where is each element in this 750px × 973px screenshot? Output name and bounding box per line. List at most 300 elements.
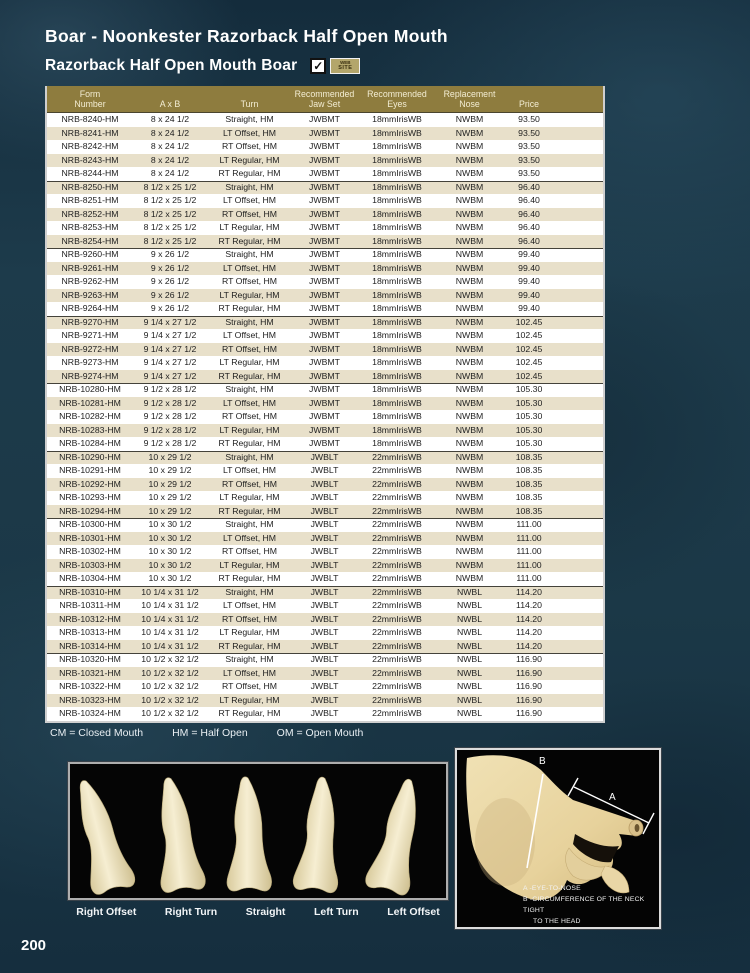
table-cell: RT Regular, HM (207, 370, 292, 384)
table-cell: NWBM (437, 356, 502, 370)
table-cell: 114.20 (502, 640, 556, 654)
table-row (47, 302, 603, 316)
table-cell: NRB-10310-HM (47, 586, 133, 600)
table-cell: NRB-9273-HM (47, 356, 133, 370)
table-spacer-cell (556, 154, 603, 168)
table-cell: LT Offset, HM (207, 599, 292, 613)
table-spacer-cell (556, 289, 603, 303)
table-cell: NWBM (437, 113, 502, 127)
table-cell: JWBMT (292, 289, 357, 303)
table-cell: NRB-10284-HM (47, 437, 133, 451)
table-spacer-cell (556, 194, 603, 208)
table-cell: 22mmIrisWB (357, 586, 437, 600)
table-cell: 8 x 24 1/2 (133, 167, 207, 181)
table-cell: 102.45 (502, 316, 556, 330)
table-cell: NRB-10312-HM (47, 613, 133, 627)
table-spacer-cell (556, 316, 603, 330)
table-cell: 10 1/2 x 32 1/2 (133, 667, 207, 681)
table-spacer-cell (556, 410, 603, 424)
table-row (47, 559, 603, 573)
table-cell: 111.00 (502, 572, 556, 586)
table-cell: Straight, HM (207, 113, 292, 127)
table-cell: 111.00 (502, 518, 556, 532)
table-row (47, 478, 603, 492)
table-cell: JWBMT (292, 154, 357, 168)
table-spacer-cell (556, 451, 603, 465)
table-row (47, 343, 603, 357)
table-cell: LT Offset, HM (207, 397, 292, 411)
section-header (45, 57, 360, 75)
table-cell: 9 1/2 x 28 1/2 (133, 424, 207, 438)
table-spacer-cell (556, 329, 603, 343)
table-cell: JWBMT (292, 275, 357, 289)
table-cell: 8 x 24 1/2 (133, 113, 207, 127)
table-cell: NRB-8251-HM (47, 194, 133, 208)
table-cell: LT Regular, HM (207, 491, 292, 505)
table-cell: 10 1/2 x 32 1/2 (133, 680, 207, 694)
table-row (47, 586, 603, 600)
table-cell: NWBL (437, 640, 502, 654)
table-cell: 105.30 (502, 410, 556, 424)
table-cell: JWBMT (292, 383, 357, 397)
table-spacer-cell (556, 640, 603, 654)
table-cell: JWBMT (292, 370, 357, 384)
table-cell: NWBL (437, 599, 502, 613)
table-cell: NWBM (437, 410, 502, 424)
table-cell: 10 x 29 1/2 (133, 505, 207, 519)
table-cell: NWBM (437, 316, 502, 330)
table-cell: RT Regular, HM (207, 235, 292, 249)
table-cell: NRB-9262-HM (47, 275, 133, 289)
table-row (47, 113, 603, 127)
table-cell: LT Offset, HM (207, 329, 292, 343)
table-cell: NRB-10280-HM (47, 383, 133, 397)
table-spacer-cell (556, 370, 603, 384)
table-cell: JWBMT (292, 329, 357, 343)
boar-nostril-hole (635, 824, 640, 832)
table-spacer-cell (556, 356, 603, 370)
column-header: Form Number (47, 86, 133, 113)
table-cell: 18mmIrisWB (357, 248, 437, 262)
table-cell: 93.50 (502, 154, 556, 168)
table-cell: 116.90 (502, 707, 556, 721)
table-cell: 102.45 (502, 356, 556, 370)
table-cell: 10 x 30 1/2 (133, 545, 207, 559)
measurement-diagram (455, 748, 661, 929)
table-cell: JWBLT (292, 518, 357, 532)
table-cell: 18mmIrisWB (357, 397, 437, 411)
table-row (47, 410, 603, 424)
table-cell: 18mmIrisWB (357, 437, 437, 451)
table-spacer-cell (556, 572, 603, 586)
table-cell: 114.20 (502, 586, 556, 600)
table-cell: 99.40 (502, 289, 556, 303)
table-row (47, 437, 603, 451)
table-cell: 18mmIrisWB (357, 329, 437, 343)
table-cell: 18mmIrisWB (357, 316, 437, 330)
table-cell: Straight, HM (207, 383, 292, 397)
caption-right-offset: Right Offset (76, 906, 137, 918)
table-spacer-cell (556, 694, 603, 708)
table-cell: 22mmIrisWB (357, 559, 437, 573)
table-cell: 99.40 (502, 275, 556, 289)
table-cell: RT Offset, HM (207, 208, 292, 222)
table-cell: NWBL (437, 680, 502, 694)
table-row (47, 208, 603, 222)
table-spacer-cell (556, 626, 603, 640)
table-cell: 116.90 (502, 694, 556, 708)
table-cell: LT Regular, HM (207, 154, 292, 168)
boar-form-left-offset (364, 775, 435, 897)
table-row (47, 532, 603, 546)
table-row (47, 262, 603, 276)
table-cell: 18mmIrisWB (357, 140, 437, 154)
table-cell: 10 x 30 1/2 (133, 532, 207, 546)
table-cell: NWBM (437, 127, 502, 141)
table-cell: 9 1/2 x 28 1/2 (133, 397, 207, 411)
table-cell: Straight, HM (207, 451, 292, 465)
table-cell: NRB-8241-HM (47, 127, 133, 141)
table-cell: 96.40 (502, 208, 556, 222)
table-spacer-cell (556, 221, 603, 235)
table-cell: NWBL (437, 667, 502, 681)
table-row (47, 707, 603, 721)
table-row (47, 653, 603, 667)
table-cell: 10 1/4 x 31 1/2 (133, 586, 207, 600)
table-cell: 18mmIrisWB (357, 262, 437, 276)
table-row (47, 518, 603, 532)
table-row (47, 140, 603, 154)
table-cell: 8 x 24 1/2 (133, 127, 207, 141)
table-cell: 10 1/4 x 31 1/2 (133, 613, 207, 627)
table-spacer-cell (556, 113, 603, 127)
table-cell: 18mmIrisWB (357, 167, 437, 181)
boar-forms-illustration (70, 764, 446, 898)
table-cell: NWBL (437, 626, 502, 640)
table-row (47, 370, 603, 384)
table-spacer-cell (556, 613, 603, 627)
table-cell: 102.45 (502, 343, 556, 357)
table-cell: NRB-8250-HM (47, 181, 133, 195)
table-cell: 116.90 (502, 667, 556, 681)
legend-item-cm: CM = Closed Mouth (50, 727, 144, 739)
table-cell: NWBM (437, 505, 502, 519)
table-cell: NRB-8252-HM (47, 208, 133, 222)
table-cell: 8 1/2 x 25 1/2 (133, 235, 207, 249)
column-header: A x B (133, 86, 207, 113)
badge-bottom-label: SITE (338, 64, 353, 71)
table-cell: NWBM (437, 424, 502, 438)
column-header: Replacement Nose (437, 86, 502, 113)
table-cell: NWBM (437, 383, 502, 397)
table-cell: JWBLT (292, 680, 357, 694)
table-cell: JWBMT (292, 127, 357, 141)
table-cell: 8 1/2 x 25 1/2 (133, 181, 207, 195)
table-cell: JWBMT (292, 356, 357, 370)
table-spacer-cell (556, 248, 603, 262)
table-row (47, 275, 603, 289)
table-row (47, 235, 603, 249)
table-cell: 22mmIrisWB (357, 626, 437, 640)
table-cell: JWBLT (292, 451, 357, 465)
table-cell: JWBMT (292, 208, 357, 222)
table-cell: 22mmIrisWB (357, 451, 437, 465)
table-spacer-cell (556, 505, 603, 519)
table-cell: JWBLT (292, 491, 357, 505)
table-cell: NRB-10304-HM (47, 572, 133, 586)
column-header: Recommended Jaw Set (292, 86, 357, 113)
caption-straight: Straight (245, 906, 286, 918)
boar-form-right-turn (150, 775, 206, 893)
table-cell: 105.30 (502, 383, 556, 397)
table-row (47, 221, 603, 235)
table-row (47, 316, 603, 330)
measure-a-tick-eye (568, 778, 578, 796)
table-cell: LT Regular, HM (207, 559, 292, 573)
table-row (47, 424, 603, 438)
table-cell: 18mmIrisWB (357, 424, 437, 438)
table-cell: LT Regular, HM (207, 289, 292, 303)
table-cell: NWBM (437, 572, 502, 586)
table-cell: NWBM (437, 140, 502, 154)
table-spacer-cell (556, 559, 603, 573)
table-row (47, 694, 603, 708)
table-cell: NWBM (437, 167, 502, 181)
table-spacer-cell (556, 167, 603, 181)
table-cell: 8 1/2 x 25 1/2 (133, 208, 207, 222)
table-cell: 111.00 (502, 559, 556, 573)
legend-item-om: OM = Open Mouth (276, 727, 364, 739)
table-cell: NWBM (437, 289, 502, 303)
table-cell: NRB-10313-HM (47, 626, 133, 640)
table-cell: JWBMT (292, 302, 357, 316)
table-cell: 18mmIrisWB (357, 154, 437, 168)
table-cell: RT Offset, HM (207, 410, 292, 424)
table-cell: 10 x 30 1/2 (133, 572, 207, 586)
table-spacer-cell (556, 383, 603, 397)
table-row (47, 248, 603, 262)
table-cell: JWBMT (292, 181, 357, 195)
table-cell: JWBLT (292, 626, 357, 640)
table-spacer-cell (556, 653, 603, 667)
table-cell: JWBMT (292, 397, 357, 411)
caption-left-turn: Left Turn (313, 906, 359, 918)
table-cell: 108.35 (502, 505, 556, 519)
table-cell: 99.40 (502, 248, 556, 262)
table-cell: RT Offset, HM (207, 680, 292, 694)
table-spacer-cell (556, 464, 603, 478)
table-cell: LT Regular, HM (207, 221, 292, 235)
table-row (47, 667, 603, 681)
table-cell: 9 x 26 1/2 (133, 275, 207, 289)
table-spacer-cell (556, 491, 603, 505)
table-cell: NRB-10301-HM (47, 532, 133, 546)
table-cell: NWBM (437, 478, 502, 492)
table-cell: 22mmIrisWB (357, 694, 437, 708)
column-header: Turn (207, 86, 292, 113)
table-cell: NRB-10324-HM (47, 707, 133, 721)
table-cell: 111.00 (502, 532, 556, 546)
table-cell: 93.50 (502, 167, 556, 181)
table-cell: NWBM (437, 343, 502, 357)
table-cell: LT Regular, HM (207, 356, 292, 370)
table-row (47, 194, 603, 208)
product-table-body (47, 113, 603, 721)
boar-form-right-offset (70, 774, 137, 896)
table-cell: 10 x 29 1/2 (133, 491, 207, 505)
table-cell: JWBMT (292, 343, 357, 357)
web-site-badge-icon (330, 58, 360, 74)
table-spacer-cell (556, 235, 603, 249)
product-table-wrapper (45, 86, 605, 723)
table-cell: 102.45 (502, 329, 556, 343)
table-cell: NWBL (437, 653, 502, 667)
table-cell: 114.20 (502, 626, 556, 640)
table-row (47, 613, 603, 627)
neck-shading (475, 798, 535, 886)
table-row (47, 545, 603, 559)
table-spacer-cell (556, 478, 603, 492)
table-cell: JWBMT (292, 437, 357, 451)
table-cell: NWBM (437, 518, 502, 532)
table-cell: NRB-9263-HM (47, 289, 133, 303)
table-cell: NRB-8240-HM (47, 113, 133, 127)
table-row (47, 154, 603, 168)
table-cell: JWBMT (292, 248, 357, 262)
table-cell: JWBMT (292, 235, 357, 249)
note-b: B -CIRCUMFERENCE OF THE NECK TIGHT (523, 896, 645, 914)
table-cell: NRB-10283-HM (47, 424, 133, 438)
table-cell: Straight, HM (207, 586, 292, 600)
table-cell: NWBM (437, 397, 502, 411)
table-cell: JWBLT (292, 545, 357, 559)
note-a: A -EYE-TO-NOSE (523, 885, 581, 892)
table-cell: 18mmIrisWB (357, 113, 437, 127)
table-cell: NRB-9274-HM (47, 370, 133, 384)
table-cell: JWBMT (292, 140, 357, 154)
table-cell: 10 1/2 x 32 1/2 (133, 694, 207, 708)
table-spacer-cell (556, 302, 603, 316)
table-cell: 105.30 (502, 397, 556, 411)
table-spacer-cell (556, 208, 603, 222)
table-cell: NRB-9260-HM (47, 248, 133, 262)
table-cell: RT Regular, HM (207, 707, 292, 721)
table-cell: NWBL (437, 613, 502, 627)
table-cell: NWBM (437, 437, 502, 451)
table-cell: NRB-10303-HM (47, 559, 133, 573)
table-cell: 22mmIrisWB (357, 599, 437, 613)
table-spacer-cell (556, 424, 603, 438)
table-row (47, 505, 603, 519)
table-cell: Straight, HM (207, 316, 292, 330)
table-cell: 18mmIrisWB (357, 208, 437, 222)
table-spacer-cell (556, 599, 603, 613)
table-cell: 8 x 24 1/2 (133, 154, 207, 168)
table-cell: 22mmIrisWB (357, 640, 437, 654)
table-cell: 105.30 (502, 437, 556, 451)
table-cell: NRB-9270-HM (47, 316, 133, 330)
table-cell: 18mmIrisWB (357, 289, 437, 303)
table-cell: NWBM (437, 262, 502, 276)
table-cell: NWBM (437, 275, 502, 289)
table-spacer-cell (556, 181, 603, 195)
table-cell: JWBMT (292, 424, 357, 438)
table-cell: 111.00 (502, 545, 556, 559)
table-cell: 18mmIrisWB (357, 302, 437, 316)
table-cell: NRB-10311-HM (47, 599, 133, 613)
table-cell: NWBM (437, 464, 502, 478)
table-cell: NWBM (437, 302, 502, 316)
table-cell: 8 1/2 x 25 1/2 (133, 221, 207, 235)
table-cell: NWBM (437, 235, 502, 249)
table-cell: 99.40 (502, 302, 556, 316)
table-cell: 116.90 (502, 680, 556, 694)
table-cell: JWBLT (292, 572, 357, 586)
table-cell: 18mmIrisWB (357, 127, 437, 141)
measure-b-label: B (539, 756, 546, 767)
table-cell: 93.50 (502, 127, 556, 141)
table-cell: 10 x 30 1/2 (133, 559, 207, 573)
table-cell: 9 x 26 1/2 (133, 302, 207, 316)
table-cell: LT Regular, HM (207, 626, 292, 640)
table-cell: NRB-9272-HM (47, 343, 133, 357)
table-cell: 18mmIrisWB (357, 356, 437, 370)
table-cell: NRB-9264-HM (47, 302, 133, 316)
table-row (47, 491, 603, 505)
table-row (47, 356, 603, 370)
table-cell: Straight, HM (207, 653, 292, 667)
measure-a-tick-nose (643, 813, 654, 834)
table-cell: NWBM (437, 370, 502, 384)
table-cell: NRB-10281-HM (47, 397, 133, 411)
table-cell: 9 1/4 x 27 1/2 (133, 356, 207, 370)
table-cell: 93.50 (502, 113, 556, 127)
table-cell: NRB-8253-HM (47, 221, 133, 235)
table-cell: 22mmIrisWB (357, 478, 437, 492)
table-cell: NRB-9271-HM (47, 329, 133, 343)
table-cell: NWBL (437, 707, 502, 721)
table-cell: 18mmIrisWB (357, 221, 437, 235)
table-cell: 99.40 (502, 262, 556, 276)
table-cell: 8 x 24 1/2 (133, 140, 207, 154)
table-cell: 9 1/2 x 28 1/2 (133, 410, 207, 424)
column-header-spacer (556, 86, 603, 113)
table-cell: 96.40 (502, 181, 556, 195)
table-cell: 18mmIrisWB (357, 370, 437, 384)
table-row (47, 167, 603, 181)
table-spacer-cell (556, 127, 603, 141)
table-cell: 22mmIrisWB (357, 653, 437, 667)
table-cell: NWBM (437, 559, 502, 573)
table-cell: LT Offset, HM (207, 194, 292, 208)
mouth-legend (50, 727, 363, 739)
table-cell: JWBLT (292, 505, 357, 519)
boar-form-straight (227, 777, 272, 891)
table-cell: NRB-10302-HM (47, 545, 133, 559)
table-cell: NWBM (437, 154, 502, 168)
table-cell: 22mmIrisWB (357, 707, 437, 721)
caption-right-turn: Right Turn (164, 906, 218, 918)
table-cell: Straight, HM (207, 518, 292, 532)
table-row (47, 181, 603, 195)
table-cell: NRB-10294-HM (47, 505, 133, 519)
table-cell: LT Offset, HM (207, 127, 292, 141)
table-cell: NWBM (437, 221, 502, 235)
product-table-head (47, 86, 603, 113)
table-cell: NWBM (437, 181, 502, 195)
table-cell: 10 x 29 1/2 (133, 478, 207, 492)
table-cell: RT Regular, HM (207, 572, 292, 586)
